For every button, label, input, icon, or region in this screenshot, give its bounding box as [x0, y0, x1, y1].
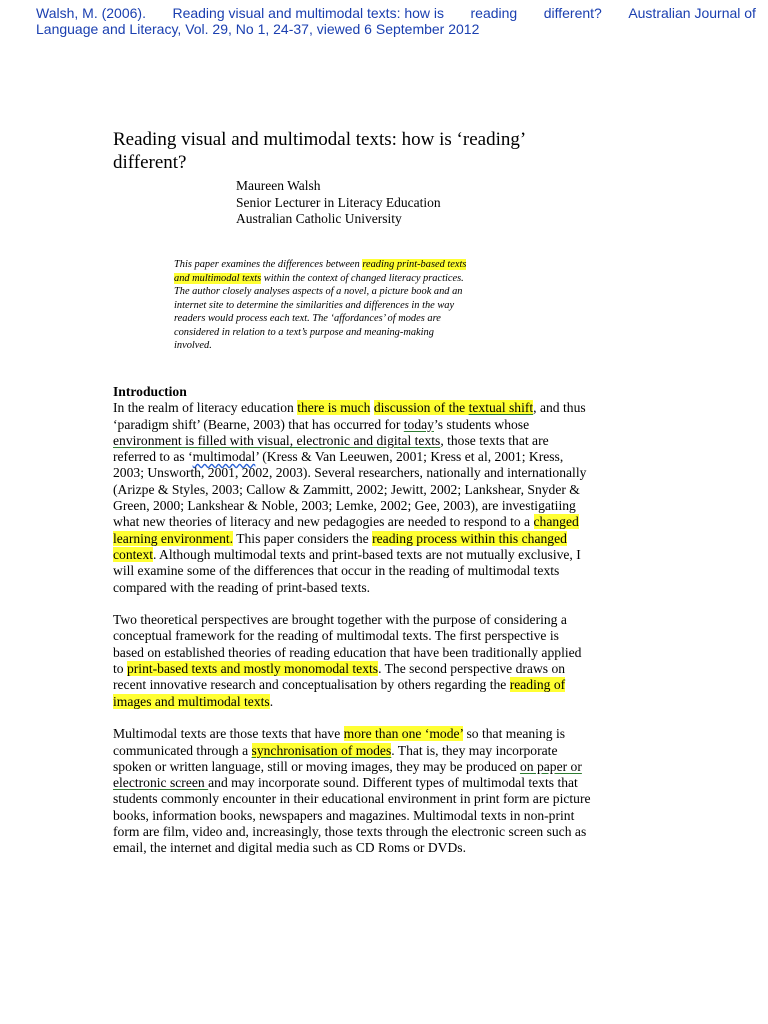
text-run: and may incorporate sound. Different types of multimodal texts that [208, 775, 578, 791]
body-text [113, 384, 658, 857]
abstract-line [174, 272, 544, 286]
body-line [113, 417, 658, 433]
body-line [113, 449, 658, 465]
body-line: Two theoretical perspectives are brought together with the purpose of considering a [113, 612, 567, 628]
title-line: different? [113, 152, 187, 173]
text-run: . The second perspective draws on [378, 661, 566, 677]
abstract-line: readers would process each text. The ‘affordances’ of modes are [174, 313, 441, 324]
text-run: within the context of changed literacy practices. [261, 272, 464, 284]
highlighted-text: reading process within this changed [372, 530, 567, 546]
text-run: spoken or written language, still or moving images, they may be produced [113, 758, 520, 774]
body-line [113, 694, 658, 710]
body-line: (Arizpe & Styles, 2003; Callow & Zammitt, 2002; Jewitt, 2002; Lankshear, Snyder & [113, 481, 580, 497]
abstract-line: considered in relation to a text’s purpose and meaning-making [174, 326, 434, 338]
text-run: , and thus [533, 400, 586, 416]
body-line [113, 726, 658, 742]
body-line: students commonly encounter in their educational environment in print form are picture [113, 791, 591, 807]
abstract-line: The author closely analyses aspects of a novel, a picture book and an [174, 286, 463, 297]
author-name: Maureen Walsh [236, 178, 321, 193]
text-run: In the realm of literacy education [113, 400, 298, 416]
citation-header [36, 5, 756, 37]
body-line [113, 677, 658, 693]
highlighted-text: images and multimodal texts [113, 693, 270, 709]
paper-title [113, 128, 673, 174]
citation-line-2: Language and Literacy, Vol. 29, No 1, 24-37, viewed 6 September 2012 [36, 21, 480, 37]
abstract [174, 258, 544, 353]
grammar-underlined-text: on paper or [519, 758, 582, 774]
body-line [113, 661, 658, 677]
text-run: . That is, they may incorporate [391, 742, 558, 758]
highlighted-text: reading print-based texts [362, 259, 467, 270]
highlighted-text: discussion of the [373, 400, 469, 416]
text-run: ’s students whose [433, 416, 530, 432]
body-line [113, 433, 658, 449]
body-line [113, 400, 658, 416]
text-run: to [113, 661, 127, 677]
body-line: compared with the reading of print-based texts. [113, 579, 371, 595]
author-affiliation: Australian Catholic University [236, 211, 402, 226]
citation-title-part: reading [470, 5, 518, 21]
citation-journal: Australian Journal of [628, 5, 756, 21]
highlighted-text: print-based texts and mostly monomodal texts [126, 661, 379, 677]
citation-title-part: Reading visual and multimodal texts: how is [172, 5, 445, 21]
text-run: . Although multimodal texts and print-based texts are not mutually exclusive, I [153, 546, 581, 562]
body-line: based on established theories of reading education that have been traditionally applied [113, 644, 582, 660]
highlighted-text: and multimodal texts [174, 272, 262, 284]
body-line: conceptual framework for the reading of multimodal texts. The first perspective is [113, 628, 559, 644]
body-line: form are film, video and, increasingly, those texts through the electronic screen such as [113, 824, 587, 840]
text-run: so that meaning is [463, 726, 566, 742]
body-line [113, 531, 658, 547]
text-run: , those texts that are [440, 432, 549, 448]
highlighted-underlined-text: synchronisation of modes [251, 742, 392, 758]
highlighted-text: there is much [297, 400, 371, 416]
grammar-underlined-text: environment is filled with visual, electronic and digital texts [113, 432, 441, 448]
text-run: recent innovative research and conceptualisation by others regarding the [113, 677, 510, 693]
abstract-line [174, 258, 544, 272]
citation-line-1 [36, 5, 756, 21]
body-line: books, information books, newspapers and magazines. Multimodal texts in non-print [113, 807, 575, 823]
text-run: ’ (Kress & Van Leeuwen, 2001; Kress et al, 2001; Kress, [255, 449, 564, 465]
grammar-underlined-text: electronic screen [113, 775, 209, 791]
highlighted-text: reading of [509, 677, 566, 693]
text-run: communicated through a [113, 742, 252, 758]
grammar-underlined-text: today [403, 416, 434, 432]
body-line: Green, 2000; Lankshear & Noble, 2003; Lemke, 2002; Gee, 2003), are investigatiing [113, 498, 576, 514]
body-line [113, 743, 658, 759]
highlighted-text: context [113, 546, 154, 562]
highlighted-text: changed [533, 514, 579, 530]
text-run: This paper considers the [233, 530, 373, 546]
paragraph-gap [113, 596, 658, 612]
text-run: Multimodal texts are those texts that have [113, 726, 344, 742]
text-run: ‘paradigm shift’ (Bearne, 2003) that has occurred for [113, 416, 404, 432]
citation-author-year: Walsh, M. (2006). [36, 5, 146, 21]
text-run: This paper examines the differences between [174, 259, 363, 270]
abstract-line: internet site to determine the similarities and differences in the way [174, 299, 455, 311]
body-line [113, 775, 658, 791]
body-line: will examine some of the differences that occur in the reading of multimodal texts [113, 563, 560, 579]
citation-title-part: different? [543, 5, 602, 21]
paragraph-gap [113, 710, 658, 726]
text-run: referred to as ‘ [113, 449, 193, 465]
abstract-line: involved. [174, 340, 212, 351]
text-run: . [269, 693, 274, 709]
body-line [113, 547, 658, 563]
text-run: what new theories of literacy and new pedagogies are needed to respond to a [113, 514, 534, 530]
body-line [113, 759, 658, 775]
body-line: 2003; Unsworth, 2001, 2002, 2003). Several researchers, nationally and internationally [113, 465, 587, 481]
author-block [236, 178, 441, 228]
spelling-underlined-text: multimodal [192, 449, 256, 465]
highlighted-text: more than one ‘mode’ [343, 726, 464, 742]
section-heading: Introduction [113, 384, 187, 399]
title-line: Reading visual and multimodal texts: how is ‘reading’ [113, 129, 527, 150]
body-line: email, the internet and digital media such as CD Roms or DVDs. [113, 840, 466, 856]
body-line [113, 514, 658, 530]
author-role: Senior Lecturer in Literacy Education [236, 194, 441, 210]
highlighted-text: learning environment. [113, 530, 234, 546]
highlighted-underlined-text: textual shift [468, 400, 534, 416]
